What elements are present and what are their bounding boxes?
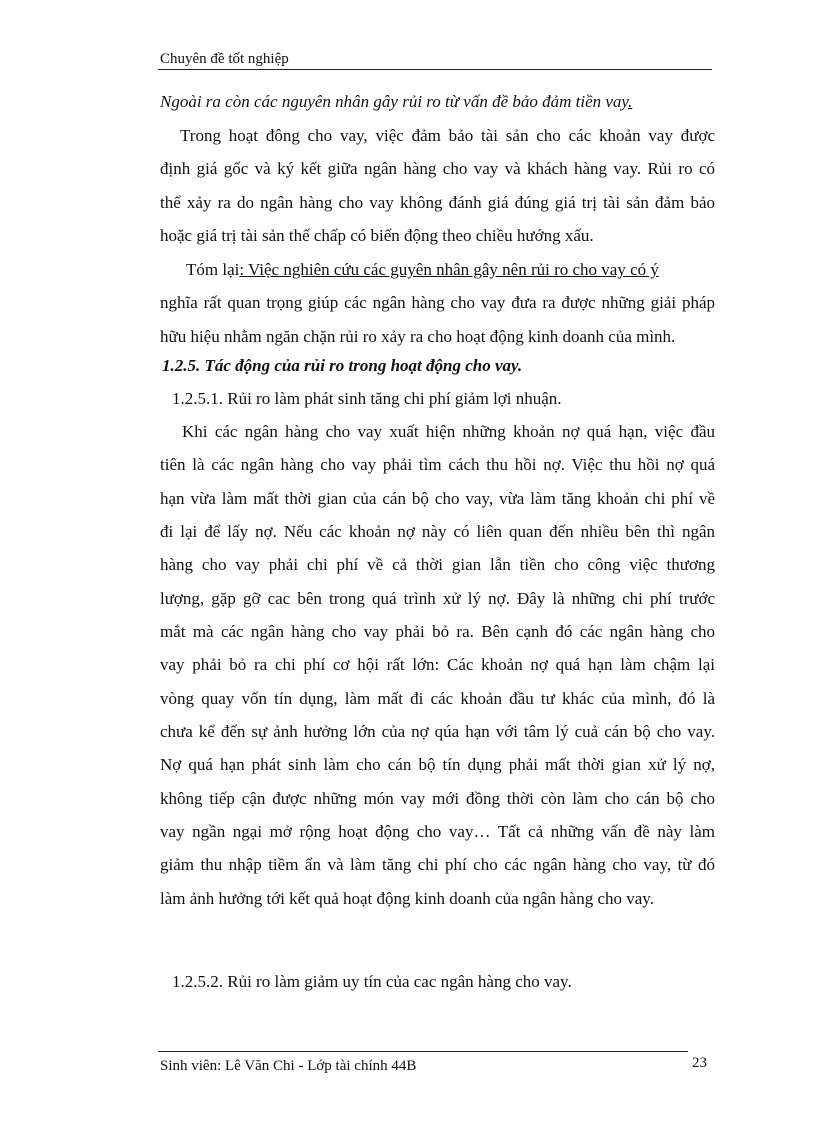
p1-line-3: thể xảy ra do ngân hàng cho vay không đánh giá đúng giá trị tài sản đảm bảo (160, 193, 715, 212)
intro-text: Ngoài ra còn các nguyên nhân gây rủi ro từ vấn đề bảo đảm tiền vay (160, 92, 629, 111)
section-heading-1251: 1.2.5.1. Rủi ro làm phát sinh tăng chi phí giảm lợi nhuận. (172, 389, 562, 408)
p2-line-4: đi lại để lấy nợ. Nếu các khoản nợ này có liên quan đến nhiều bên thì ngân (160, 522, 715, 541)
p2-line-1: Khi các ngân hàng cho vay xuất hiện những khoản nợ quá hạn, việc đầu (182, 422, 715, 441)
p2-line-7: mắt mà các ngân hàng cho vay phải bỏ ra. Bên cạnh đó các ngân hàng cho (160, 622, 715, 641)
footer-student-info: Sinh viên: Lê Văn Chi - Lớp tài chính 44B (160, 1058, 417, 1074)
p2-line-2: tiên là các ngân hàng cho vay phải tìm cách thu hồi nợ. Việc thu hồi nợ quá (160, 455, 715, 474)
p1-line-1: Trong hoạt đông cho vay, việc đảm bảo tài sản cho các khoản vay được (180, 126, 715, 145)
summary-line-2: nghĩa rất quan trọng giúp các ngân hàng cho vay đưa ra được những giải pháp (160, 293, 715, 312)
page-number: 23 (692, 1055, 707, 1071)
p2-line-8: vay phải bỏ ra chi phí cơ hội rất lớn: Các khoản nợ quá hạn làm chậm lại (160, 655, 715, 674)
p1-line-4: hoặc giá trị tài sản thế chấp có biến động theo chiều hướng xấu. (160, 226, 594, 245)
p2-line-12: không tiếp cận được những món vay mới đồng thời còn làm cho cán bộ cho (160, 789, 715, 808)
running-header: Chuyên đề tốt nghiệp (160, 51, 289, 67)
summary-colon: : (239, 260, 245, 279)
intro-line (160, 92, 632, 112)
p1-line-2: định giá gốc và ký kết giữa ngân hàng cho vay và khách hàng vay. Rủi ro có (160, 159, 715, 178)
p2-line-13: vay ngần ngại mở rộng hoạt động cho vay… Tất cả những vấn đề này làm (160, 822, 715, 841)
p2-line-11: Nợ quá hạn phát sinh làm cho cán bộ tín dụng phải mất thời gian xử lý nợ, (160, 755, 715, 774)
p2-line-14: giảm thu nhập tiềm ẩn và làm tăng chi phí cho các ngân hàng cho vay, từ đó (160, 855, 715, 874)
p2-line-15: làm ảnh hưởng tới kết quả hoạt động kinh doanh của ngân hàng cho vay. (160, 889, 654, 908)
header-divider (158, 69, 712, 70)
footer-divider (158, 1051, 688, 1052)
p2-line-5: hàng cho vay phải chi phí về cả thời gian lẫn tiền cho công việc thương (160, 555, 715, 574)
summary-line-1 (160, 260, 659, 280)
summary-line-3: hữu hiệu nhằm ngăn chặn rủi ro xảy ra cho hoạt động kinh doanh của mình. (160, 327, 676, 346)
section-heading-125: 1.2.5. Tác động của rủi ro trong hoạt động cho vay. (162, 356, 523, 375)
p2-line-3: hạn vừa làm mất thời gian của cán bộ cho vay, vừa làm tăng khoản chi phí về (160, 489, 715, 508)
p2-line-6: lượng, gặp gỡ cac bên trong quá trình xử lý nợ. Đây là những chi phí trước (160, 589, 715, 608)
intro-period: . (628, 92, 633, 111)
p2-line-9: vòng quay vốn tín dụng, làm mất đi các khoản đầu tư khác của mình, đó là (160, 689, 715, 708)
p2-line-10: chưa kể đến sự ảnh hưởng lớn của nợ qúa hạn với tâm lý cuả cán bộ cho vay. (160, 722, 715, 741)
section-heading-1252: 1.2.5.2. Rủi ro làm giảm uy tín của cac ngân hàng cho vay. (172, 972, 572, 991)
summary-first-text: Việc nghiên cứu các guyên nhân gây nên rủi ro cho vay có ý (244, 260, 659, 279)
summary-label: Tóm lại (186, 260, 240, 279)
